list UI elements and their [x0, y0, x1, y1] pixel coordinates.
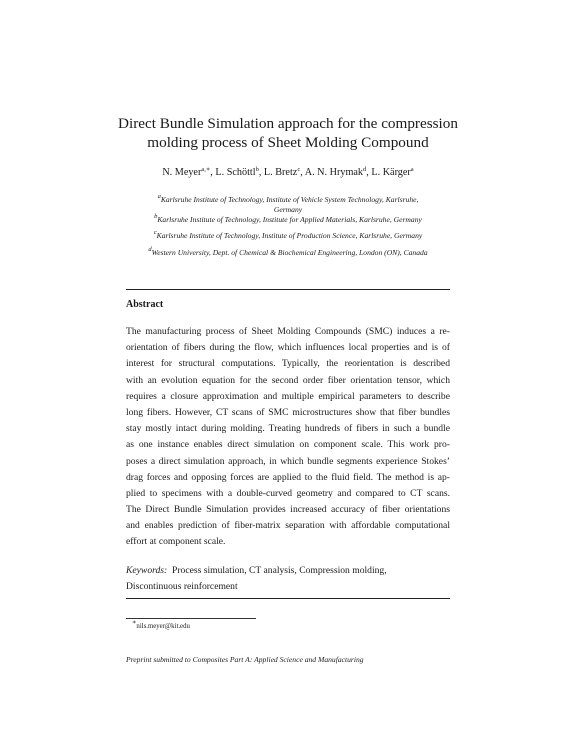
- preprint-notice: Preprint submitted to Composites Part A: Applied Science and Manufacturing: [126, 655, 364, 664]
- keywords-label: Keywords:: [126, 565, 168, 576]
- author-list: [60, 166, 516, 179]
- abstract-line: poses a direct simulation approach, in which bundle segments experience Stokes’: [126, 455, 450, 467]
- affiliation-b: $^b$Karlsruhe Institute of Technology, Institute for Applied Materials, Karlsruhe, Germany: [154, 213, 422, 224]
- abstract-line: as one instance enables direct simulation on component scale. This work pro-: [126, 439, 450, 451]
- keywords-line-1: Process simulation, CT analysis, Compression molding,: [172, 565, 387, 576]
- abstract-line: drag forces and opposing forces are applied to the fluid field. The method is ap-: [126, 471, 450, 483]
- abstract-top-rule: [126, 289, 450, 290]
- author: L. Schöttl$^b$,: [215, 166, 264, 178]
- abstract-line: and enables prediction of fiber-matrix separation with affordable computational: [126, 520, 450, 532]
- email-text: nils.meyer@kit.edu: [136, 623, 190, 630]
- affiliation-d: $^d$Western University, Dept. of Chemical & Biochemical Engineering, London (ON), Canada: [148, 246, 428, 257]
- author: N. Meyer$^{a,∗}$,: [162, 166, 216, 178]
- author: L. Bretz$^c$,: [263, 166, 305, 178]
- author: A. N. Hrymak$^d$,: [304, 166, 372, 178]
- abstract-body: [126, 324, 450, 551]
- title-line-1: Direct Bundle Simulation approach for the compression: [118, 115, 458, 132]
- abstract-heading: Abstract: [126, 299, 164, 310]
- keywords: [126, 563, 450, 595]
- abstract-line: The Direct Bundle Simulation provides increased accuracy of fiber orientations: [126, 504, 450, 516]
- footnote-rule: [126, 618, 256, 619]
- abstract-line: requires a closure approximation and multiple empirical parameters to describe: [126, 390, 450, 402]
- title-line-2: molding process of Sheet Molding Compound: [147, 134, 429, 151]
- abstract-line: The manufacturing process of Sheet Molding Compounds (SMC) induces a re-: [126, 326, 450, 337]
- abstract-bottom-rule: [126, 598, 450, 599]
- affiliation-a: $^a$Karlsruhe Institute of Technology, Institute of Vehicle System Technology, Karlsruhe, Germany: [157, 193, 419, 214]
- author: L. Kärger$^a$: [371, 166, 414, 178]
- abstract-line: interest for structural computations. Typically, the reorientation is described: [126, 358, 450, 370]
- keywords-line-2: Discontinuous reinforcement: [126, 581, 238, 593]
- abstract-line: effort at component scale.: [126, 536, 226, 548]
- abstract-line: plied to specimens with a double-curved geometry and compared to CT scans.: [126, 487, 450, 499]
- abstract-line: orientation of fibers during the flow, which influences local properties and is of: [126, 342, 450, 354]
- affiliation-c: $^c$Karlsruhe Institute of Technology, Institute of Production Science, Karlsruhe, Germany: [153, 229, 423, 240]
- abstract-line: long fibers. However, CT scans of SMC microstructures show that fiber bundles: [126, 406, 450, 418]
- abstract-line: stay mostly intact during molding. Treating hundreds of fibers in such a bundle: [126, 423, 450, 435]
- abstract-line: with an evolution equation for the second order fiber orientation tensor, which: [126, 374, 450, 386]
- corresponding-author-footnote: ∗nils.meyer@kit.edu: [132, 619, 190, 630]
- paper-title: [100, 114, 476, 152]
